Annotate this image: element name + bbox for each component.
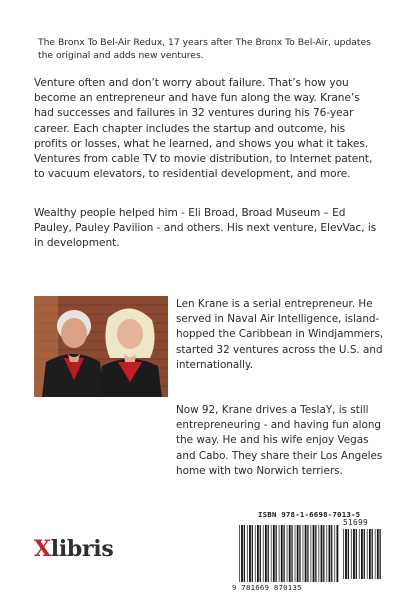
publisher-logo: Xlibris [34, 536, 114, 562]
description-paragraph: Venture often and don’t worry about failure. That’s how you become an entrepreneur and have fun along the way. Krane’s had successes and failures in 32 ventures during his 76-year career. Each chapter includes the startup and outcome, his profits or losses, what he learned, and shows you what it takes. Ventures from cable TV to movie distribution, to Internet patent, to vacuum elevators, to residential development, and more. [34, 77, 373, 181]
price-addon-digits: 51699 [343, 518, 368, 527]
author-photo [34, 296, 168, 397]
mentors-paragraph: Wealthy people helped him - Eli Broad, Broad Museum – Ed Pauley, Pauley Pavilion - and others. His next venture, ElevVac, is in development. [34, 207, 377, 250]
author-bio-update-paragraph: Now 92, Krane drives a TeslaY, is still entrepreneuring - and having fun along the way. He and his wife enjoy Vegas and Cabo. They share their Los Angeles home with two Norwich terriers. [176, 404, 383, 477]
ean-digits: 9 781669 870135 [232, 583, 302, 592]
author-bio-paragraph: Len Krane is a serial entrepreneur. He served in Naval Air Intelligence, island- hopped the Caribbean in Windjammers, started 32 ventures across the U.S. and internationally. [176, 298, 384, 371]
intro-blurb: The Bronx To Bel-Air Redux, 17 years after The Bronx To Bel-Air, updates the original and adds new ventures. [38, 37, 371, 61]
isbn-label: ISBN 978-1-6698-7013-5 [258, 510, 361, 519]
barcode-icon [233, 523, 384, 583]
